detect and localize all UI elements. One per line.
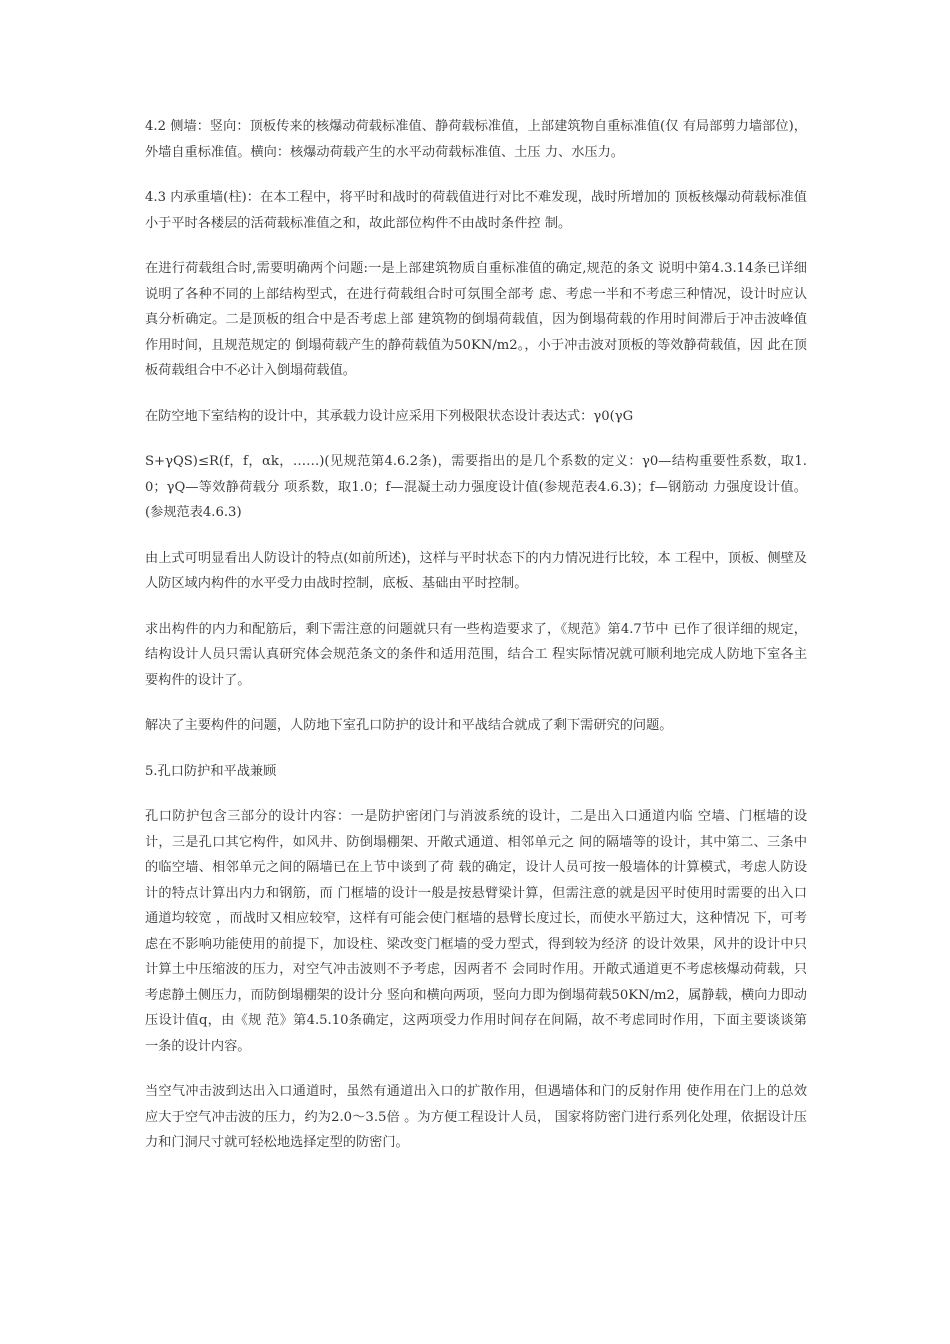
paragraph-design-features: 由上式可明显看出人防设计的特点(如前所述)，这样与平时状态下的内力情况进行比较，本 工程中，顶板、侧壁及人防区域内构件的水平受力由战时控制，底板、基础由平时控制。 <box>145 550 807 591</box>
paragraph-side-wall: 4.2 侧墙：竖向：顶板传来的核爆动荷载标准值、静荷载标准值，上部建筑物自重标准值(仅 有局部剪力墙部位)，外墙自重标准值。横向：核爆动荷载产生的水平动荷载标准值、土压 力、水压力。 <box>145 119 807 160</box>
document-body <box>145 114 807 1176</box>
paragraph-remaining-issues: 解决了主要构件的问题，人防地下室孔口防护的设计和平战结合就成了剩下需研究的问题。 <box>145 718 673 733</box>
paragraph-design-expression: 在防空地下室结构的设计中，其承载力设计应采用下列极限状态设计表达式：γ0(γG <box>145 408 634 424</box>
paragraph-opening-protection: 孔口防护包含三部分的设计内容：一是防护密闭门与消波系统的设计，二是出入口通道内临 空墙、门框墙的设计，三是孔口其它构件，如风井、防倒塌棚架、开敞式通道、相邻单元之 间的隔墙等的设计，其中第二、三条中的临空墙、相邻单元之间的隔墙已在上节中谈到了荷 载的确定，设计人员可按一般墙体的计算模式，考虑人防设计的特点计算出内力和钢筋，而 门框墙的设计一般是按悬臂梁计算，但需注意的就是因平时使用时需要的出入口通道均较宽 ，而战时又相应较窄，这样有可能会使门框墙的悬臂长度过长，而使水平筋过大，这种情况 下，可考虑在不影响功能使用的前提下，加设柱、梁改变门框墙的受力型式，得到较为经济 的设计效果，风井的设计中只计算土中压缩波的压力，对空气冲击波则不予考虑，因两者不 会同时作用。开敞式通道更不考虑核爆动荷载，只考虑静土侧压力，而防倒塌棚架的设计分 竖向和横向两项，竖向力即为倒塌荷载50KN/m2，属静载，横向力即动压设计值q，由《规 范》第4.5.10条确定，这两项受力作用时间存在间隔，故不考虑同时作用，下面主要谈谈第 一条的设计内容。 <box>145 809 808 1054</box>
paragraph-detailing: 求出构件的内力和配筋后，剩下需注意的问题就只有一些构造要求了，《规范》第4.7节中 已作了很详细的规定，结构设计人员只需认真研究体会规范条文的条件和适用范围，结合工 程实际情况就可顺利地完成人防地下室各主要构件的设计了。 <box>145 621 807 688</box>
paragraph-inner-bearing-wall: 4.3 内承重墙(柱)：在本工程中，将平时和战时的荷载值进行对比不难发现，战时所增加的 顶板核爆动荷载标准值小于平时各楼层的活荷载标准值之和，故此部位构件不由战时条件控 制。 <box>145 190 807 231</box>
paragraph-blast-wave: 当空气冲击波到达出入口通道时，虽然有通道出入口的扩散作用，但遇墙体和门的反射作用 使作用在门上的总效应大于空气冲击波的压力，约为2.0～3.5倍 。为方便工程设计人员， 国家将防密门进行系列化处理，依据设计压力和门洞尺寸就可轻松地选择定型的防密门。 <box>145 1084 807 1150</box>
paragraph-coefficients: S+γQS)≤R(f，f，αk，……)(见规范第4.6.2条)，需要指出的是几个系数的定义：γ0—结构重要性系数，取1.0；γQ—等效静荷载分 项系数，取1.0；f—混凝土动力强度设计值(参规范表4.6.3)；f—钢筋动 力强度设计值。(参规范表4.6.3) <box>145 454 807 520</box>
paragraph-load-combination: 在进行荷载组合时,需要明确两个问题:一是上部建筑物质自重标准值的确定,规范的条文 说明中第4.3.14条已详细说明了各种不同的上部结构型式，在进行荷载组合时可氛围全部考 虑、考虑一半和不考虑三种情况，设计时应认真分析确定。二是顶板的组合中是否考虑上部 建筑物的倒塌荷载值，因为倒塌荷载的作用时间滞后于冲击波峰值作用时间，且规范规定的 倒塌荷载产生的静荷载值为50KN/m2。，小于冲击波对顶板的等效静荷载值，因 此在顶板荷载组合中不必计入倒塌荷载值。 <box>145 261 807 378</box>
section-heading-opening-protection: 5.孔口防护和平战兼顾 <box>145 763 277 779</box>
